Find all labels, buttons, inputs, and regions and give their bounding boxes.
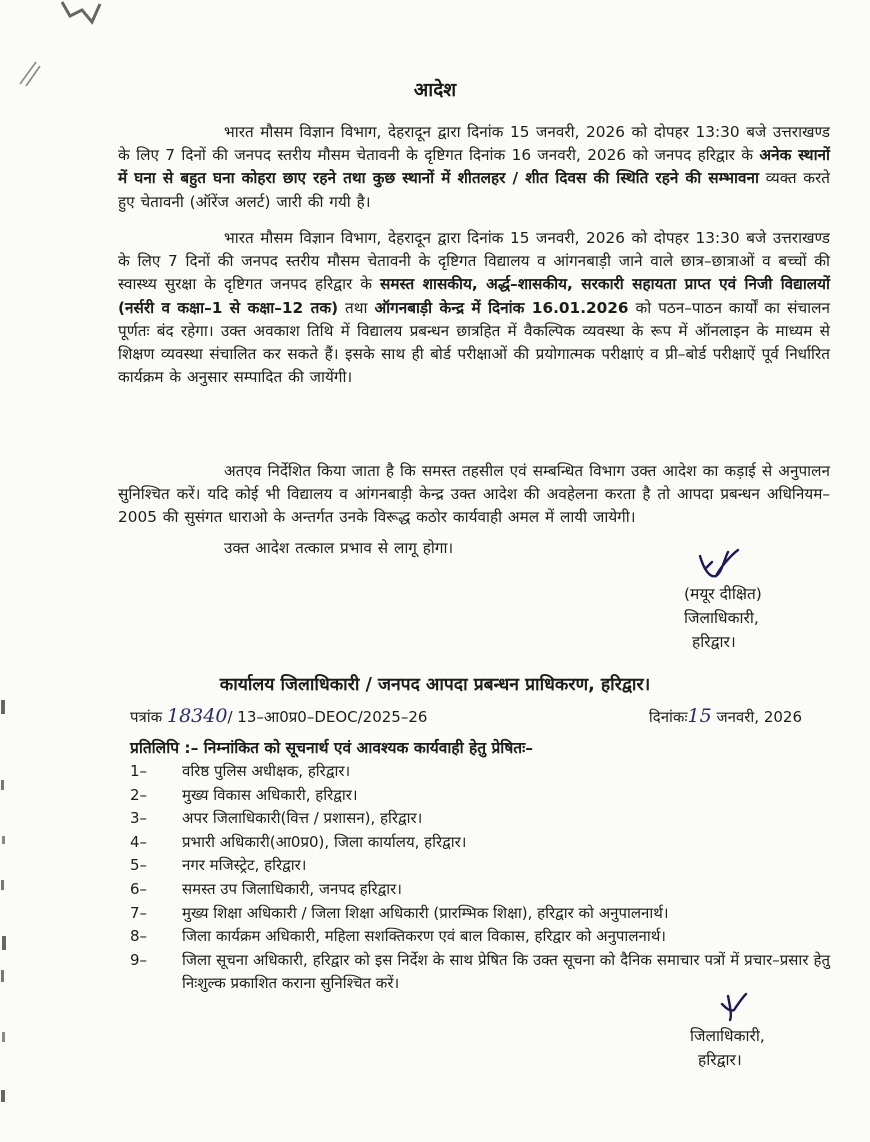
- order-title: आदेश: [413, 79, 457, 101]
- list-item-number: 6–: [130, 879, 148, 898]
- list-item: [130, 902, 830, 926]
- date-label: दिनांकः: [648, 708, 688, 726]
- list-item: [130, 760, 830, 784]
- list-item: [130, 807, 830, 831]
- copy-to-heading: प्रतिलिपि :– निम्नांकित को सूचनार्थ एवं आवश्यक कार्यवाही हेतु प्रेषितः–: [130, 739, 533, 757]
- copy-to-list: [130, 760, 830, 996]
- list-item-number: 9–: [130, 950, 148, 969]
- para1-text: भारत मौसम विज्ञान विभाग, देहरादून द्वारा दिनांक 15 जनवरी, 2026 को दोपहर 13:30 बजे उत्तराखण्ड के लिए 7 दिनों की जनपद स्तरीय मौसम चेतावनी के दृष्टिगत दिनांक 16 जनवरी, 2026 को जनपद हरिद्वार के: [118, 123, 830, 165]
- para4-text: उक्त आदेश तत्काल प्रभाव से लागू होगा।: [224, 539, 454, 557]
- signatory-designation: जिलाधिकारी,: [684, 609, 759, 627]
- ref-handwritten-number: 18340: [167, 705, 228, 727]
- list-item-text: जिला कार्यक्रम अधिकारी, महिला सशक्तिकरण एवं बाल विकास, हरिद्वार को अनुपालनार्थ।: [182, 927, 666, 946]
- paragraph-2: [118, 227, 830, 389]
- list-item-text: समस्त उप जिलाधिकारी, जनपद हरिद्वार।: [182, 879, 402, 898]
- para2-bold-anganwadi: ऑगनबाड़ी केन्द्र में दिनांक 16.01.2026: [374, 298, 629, 317]
- list-item-number: 4–: [130, 832, 148, 851]
- date-suffix: जनवरी, 2026: [716, 708, 802, 726]
- date-handwritten: 15: [687, 705, 712, 727]
- list-item: [130, 854, 830, 878]
- signature-icon: [700, 990, 750, 1024]
- reference-number: [130, 705, 427, 727]
- list-item-number: 3–: [130, 809, 148, 828]
- para1-bold: अनेक स्थानों में घना से बहुत घना कोहरा छाए रहने तथा कुछ स्थानों में शीतलहर / शीत दिवस की स्थिति रहने की सम्भावना: [118, 146, 830, 188]
- list-item-text: मुख्य विकास अधिकारी, हरिद्वार।: [182, 785, 358, 804]
- signature-block-1: [684, 548, 762, 654]
- office-heading: कार्यालय जिलाधिकारी / जनपद आपदा प्रबन्धन प्राधिकरण, हरिद्वार।: [219, 675, 651, 695]
- list-item-number: 7–: [130, 903, 148, 922]
- list-item-text: वरिष्ठ पुलिस अधीक्षक, हरिद्वार।: [182, 762, 351, 780]
- para1-text-end: व्यक्त करते हुए चेतावनी (ऑरेंज अलर्ट) जारी की गयी है।: [118, 169, 830, 211]
- signatory-name: (मयूर दीक्षित): [684, 585, 762, 603]
- list-item-text: मुख्य शिक्षा अधिकारी / जिला शिक्षा अधिकारी (प्रारम्भिक शिक्षा), हरिद्वार को अनुपालनार्थ।: [182, 903, 669, 922]
- reference-row: [130, 705, 802, 727]
- list-item: [130, 925, 830, 949]
- list-item-number: 5–: [130, 856, 148, 875]
- reference-date: [649, 705, 802, 727]
- list-item: [130, 784, 830, 808]
- signatory2-place: हरिद्वार।: [698, 1051, 742, 1069]
- signatory2-designation: जिलाधिकारी,: [690, 1027, 765, 1045]
- list-item: [130, 949, 830, 996]
- signatory-place: हरिद्वार।: [692, 633, 736, 651]
- list-item-number: 8–: [130, 927, 148, 946]
- para2-connector: तथा: [338, 298, 375, 317]
- list-item: [130, 878, 830, 902]
- list-item: [130, 831, 830, 855]
- para3-text: अतएव निर्देशित किया जाता है कि समस्त तहसील एवं सम्बन्धित विभाग उक्त आदेश का कड़ाई से अनुपालन सुनिश्चित करें। यदि कोई भी विद्यालय व आंगनबाड़ी केन्द्र उक्त आदेश की अवहेलना करता है तो आपदा प्रबन्धन अधिनियम–2005 की सुसंगत धाराओ के अन्तर्गत उनके विरूद्ध कठोर कार्यवाही अमल में लायी जायेगी।: [118, 462, 830, 527]
- list-item-text: नगर मजिस्ट्रेट, हरिद्वार।: [182, 856, 307, 875]
- signature-block-2: [690, 990, 765, 1072]
- list-item-text: प्रभारी अधिकारी(आ0प्र0), जिला कार्यालय, हरिद्वार।: [182, 832, 467, 851]
- list-item-number: 1–: [130, 762, 148, 780]
- margin-punch-marks: [0, 0, 14, 1142]
- paragraph-1: [118, 121, 830, 214]
- paragraph-3: [118, 460, 830, 530]
- para2-text: भारत मौसम विज्ञान विभाग, देहरादून द्वारा दिनांक 15 जनवरी, 2026 को दोपहर 13:30 बजे उत्तराखण्ड के लिए 7 दिनों की जनपद स्तरीय मौसम चेतावनी के दृष्टिगत विद्यालय व आंगनबाड़ी जाने वाले छात्र–छात्राओं व बच्चों की स्वास्थ्य सुरक्षा के दृष्टिगत जनपद हरिद्वार के: [118, 229, 830, 294]
- list-item-number: 2–: [130, 785, 148, 804]
- ref-suffix: / 13–आ0प्र0–DEOC/2025–26: [227, 708, 428, 726]
- ref-label: पत्रांक: [130, 708, 163, 726]
- signature-icon: [694, 548, 744, 582]
- para2-text-end: को पठन–पाठन कार्यों का संचालन पूर्णतः बंद रहेगा। उक्त अवकाश तिथि में विद्यालय प्रबन्धन छात्रहित में वैकल्पिक व्यवस्था के रूप में ऑनलाइन के माध्यम से शिक्षण व्यवस्था संचालित कर सकते हैं। इसके साथ ही बोर्ड परीक्षाओं की प्रयोगात्मक परीक्षाएं व प्री–बोर्ड परीक्षाऐं पूर्व निर्धारित कार्यक्रम के अनुसार सम्पादित की जायेंगी।: [118, 298, 830, 387]
- para2-bold-schools: समस्त शासकीय, अर्द्ध–शासकीय, सरकारी सहायता प्राप्त एवं निजी विद्यालयों (नर्सरी व कक्षा–1 से कक्षा–12 तक): [118, 275, 830, 317]
- list-item-text: अपर जिलाधिकारी(वित्त / प्रशासन), हरिद्वार।: [182, 809, 423, 828]
- list-item-text: जिला सूचना अधिकारी, हरिद्वार को इस निर्देश के साथ प्रेषित कि उक्त सूचना को दैनिक समाचार पत्रों में प्रचार–प्रसार हेतु निःशुल्क प्रकाशित कराना सुनिश्चित करें।: [182, 950, 830, 993]
